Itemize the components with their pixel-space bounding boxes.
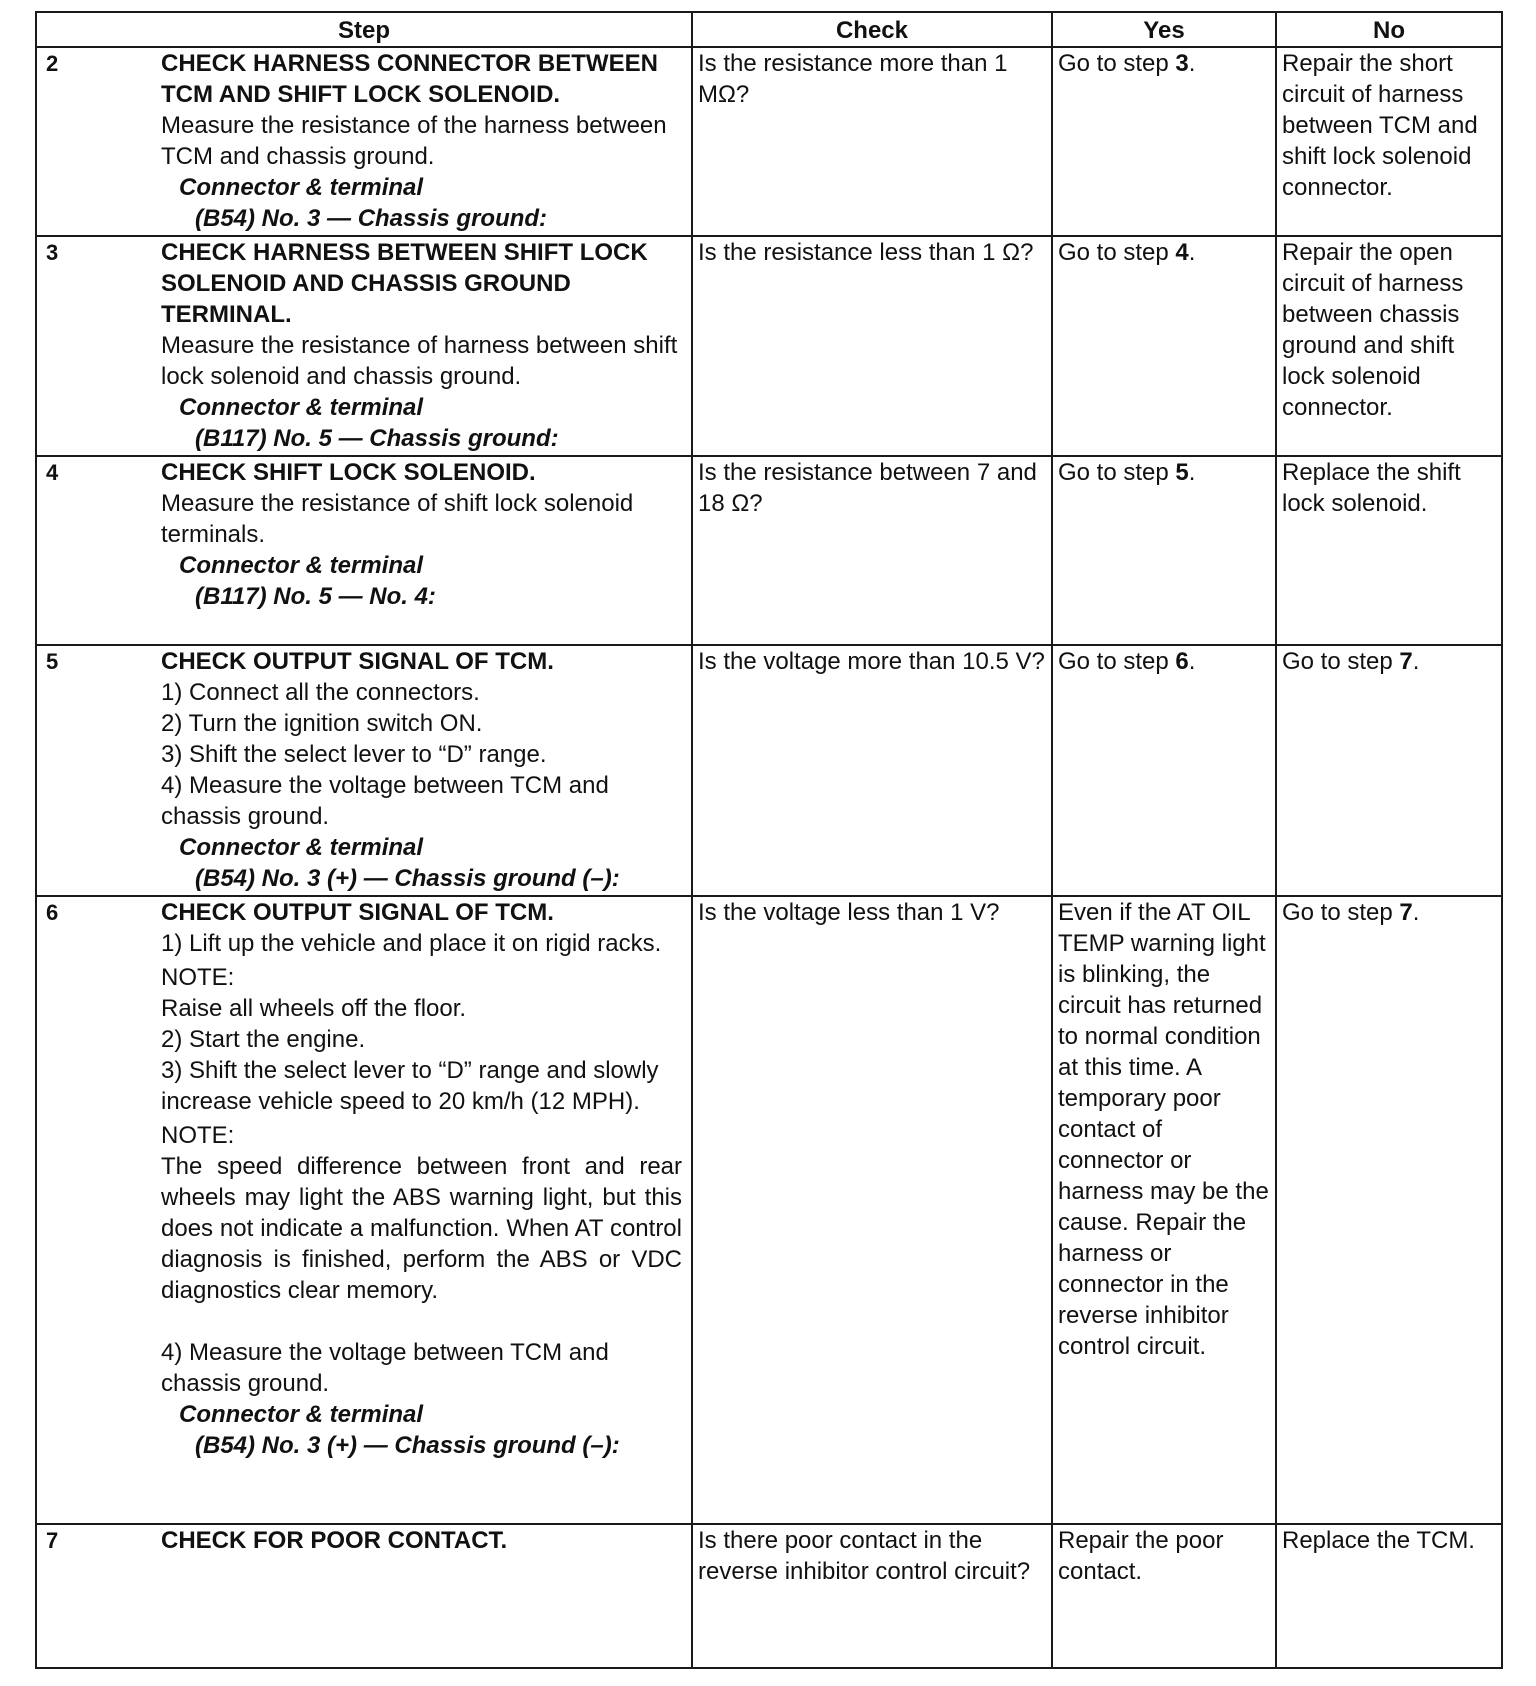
header-row (36, 12, 1502, 47)
no-text: Go to step (1282, 899, 1400, 926)
step-number: 7 (46, 1528, 59, 1553)
yes-cell: Repair the poor contact. (1052, 1524, 1276, 1668)
check-cell: Is the voltage more than 10.5 V? (692, 645, 1052, 896)
procedure-step: 4) Measure the voltage between TCM and chassis ground. (161, 1339, 609, 1397)
step-title: CHECK OUTPUT SIGNAL OF TCM. (161, 899, 554, 926)
no-step-number: 7 (1399, 648, 1413, 675)
step-cell (36, 645, 692, 896)
check-cell: Is the resistance between 7 and 18 Ω? (692, 456, 1052, 645)
spacer (161, 1306, 682, 1337)
connector-label: Connector & terminal (179, 552, 424, 579)
yes-text: Go to step (1058, 648, 1176, 675)
no-text: Go to step (1282, 648, 1400, 675)
note-label: NOTE: (161, 964, 235, 991)
terminal-spec: (B54) No. 3 (+) — Chassis ground (–): (195, 865, 620, 892)
yes-cell: Go to step 5. (1052, 456, 1276, 645)
step-cell (36, 1524, 692, 1668)
step-number: 5 (46, 649, 59, 674)
yes-text: Go to step (1058, 50, 1176, 77)
yes-step-number: 4 (1175, 239, 1189, 266)
step-cell (36, 236, 692, 456)
yes-cell: Go to step 6. (1052, 645, 1276, 896)
note-label: NOTE: (161, 1122, 235, 1149)
step-cell (36, 47, 692, 236)
yes-step-number: 3 (1175, 50, 1189, 77)
step-title: CHECK OUTPUT SIGNAL OF TCM. (161, 648, 554, 675)
step-title: CHECK SHIFT LOCK SOLENOID. (161, 459, 536, 486)
check-cell: Is the resistance less than 1 Ω? (692, 236, 1052, 456)
yes-cell: Go to step 4. (1052, 236, 1276, 456)
table-row (36, 236, 1502, 456)
terminal-spec: (B117) No. 5 — No. 4: (195, 583, 436, 610)
no-cell: Repair the short circuit of harness between TCM and shift lock solenoid connector. (1276, 47, 1502, 236)
step-description: Measure the resistance of the harness between TCM and chassis ground. (161, 112, 667, 170)
header-step: Step (36, 12, 692, 47)
header-check: Check (692, 12, 1052, 47)
yes-cell: Go to step 3. (1052, 47, 1276, 236)
step-title: CHECK HARNESS CONNECTOR BETWEEN TCM AND SHIFT LOCK SOLENOID. (161, 50, 658, 108)
note-text: Raise all wheels off the floor. (161, 995, 467, 1022)
check-cell: Is the resistance more than 1 MΩ? (692, 47, 1052, 236)
check-cell: Is the voltage less than 1 V? (692, 896, 1052, 1524)
diagnostic-table (35, 11, 1503, 1669)
procedure-step: 1) Connect all the connectors. (161, 679, 480, 706)
header-yes: Yes (1052, 12, 1276, 47)
yes-step-number: 6 (1175, 648, 1189, 675)
procedure-step: 4) Measure the voltage between TCM and chassis ground. (161, 772, 609, 830)
check-cell: Is there poor contact in the reverse inhibitor control circuit? (692, 1524, 1052, 1668)
no-cell: Go to step 7. (1276, 645, 1502, 896)
yes-cell: Even if the AT OIL TEMP warning light is blinking, the circuit has returned to normal condition at this time. A temporary poor contact of connector or harness may be the cause. Repair the harness or connector in the reverse inhibitor control circuit. (1052, 896, 1276, 1524)
header-no: No (1276, 12, 1502, 47)
note-text: The speed difference between front and rear wheels may light the ABS warning light, but this does not indicate a malfunction. When AT control diagnosis is finished, perform the ABS or VDC diagnostics clear memory. (161, 1153, 682, 1304)
terminal-spec: (B54) No. 3 (+) — Chassis ground (–): (195, 1432, 620, 1459)
no-cell: Replace the TCM. (1276, 1524, 1502, 1668)
table-row (36, 896, 1502, 1524)
terminal-spec: (B117) No. 5 — Chassis ground: (195, 425, 559, 452)
connector-label: Connector & terminal (179, 394, 424, 421)
step-title: CHECK HARNESS BETWEEN SHIFT LOCK SOLENOID AND CHASSIS GROUND TERMINAL. (161, 239, 648, 328)
terminal-spec: (B54) No. 3 — Chassis ground: (195, 205, 548, 232)
yes-step-number: 5 (1175, 459, 1189, 486)
step-title: CHECK FOR POOR CONTACT. (161, 1527, 508, 1554)
step-number: 4 (46, 460, 59, 485)
connector-label: Connector & terminal (179, 834, 424, 861)
yes-text: Go to step (1058, 239, 1176, 266)
procedure-step: 2) Turn the ignition switch ON. (161, 710, 483, 737)
connector-label: Connector & terminal (179, 1401, 424, 1428)
no-cell: Repair the open circuit of harness between chassis ground and shift lock solenoid connector. (1276, 236, 1502, 456)
step-cell (36, 456, 692, 645)
procedure-step: 3) Shift the select lever to “D” range and slowly increase vehicle speed to 20 km/h (12 MPH). (161, 1057, 659, 1115)
step-cell (36, 896, 692, 1524)
yes-text: Go to step (1058, 459, 1176, 486)
table-row (36, 645, 1502, 896)
table-row (36, 456, 1502, 645)
connector-label: Connector & terminal (179, 174, 424, 201)
no-cell: Go to step 7. (1276, 896, 1502, 1524)
procedure-step: 2) Start the engine. (161, 1026, 366, 1053)
no-cell: Replace the shift lock solenoid. (1276, 456, 1502, 645)
step-number: 6 (46, 900, 59, 925)
procedure-step: 3) Shift the select lever to “D” range. (161, 741, 547, 768)
procedure-step: 1) Lift up the vehicle and place it on rigid racks. (161, 930, 662, 957)
step-description: Measure the resistance of harness between shift lock solenoid and chassis ground. (161, 332, 678, 390)
no-step-number: 7 (1399, 899, 1413, 926)
table-row (36, 1524, 1502, 1668)
step-number: 3 (46, 240, 59, 265)
step-description: Measure the resistance of shift lock solenoid terminals. (161, 490, 634, 548)
table-row (36, 47, 1502, 236)
step-number: 2 (46, 51, 59, 76)
